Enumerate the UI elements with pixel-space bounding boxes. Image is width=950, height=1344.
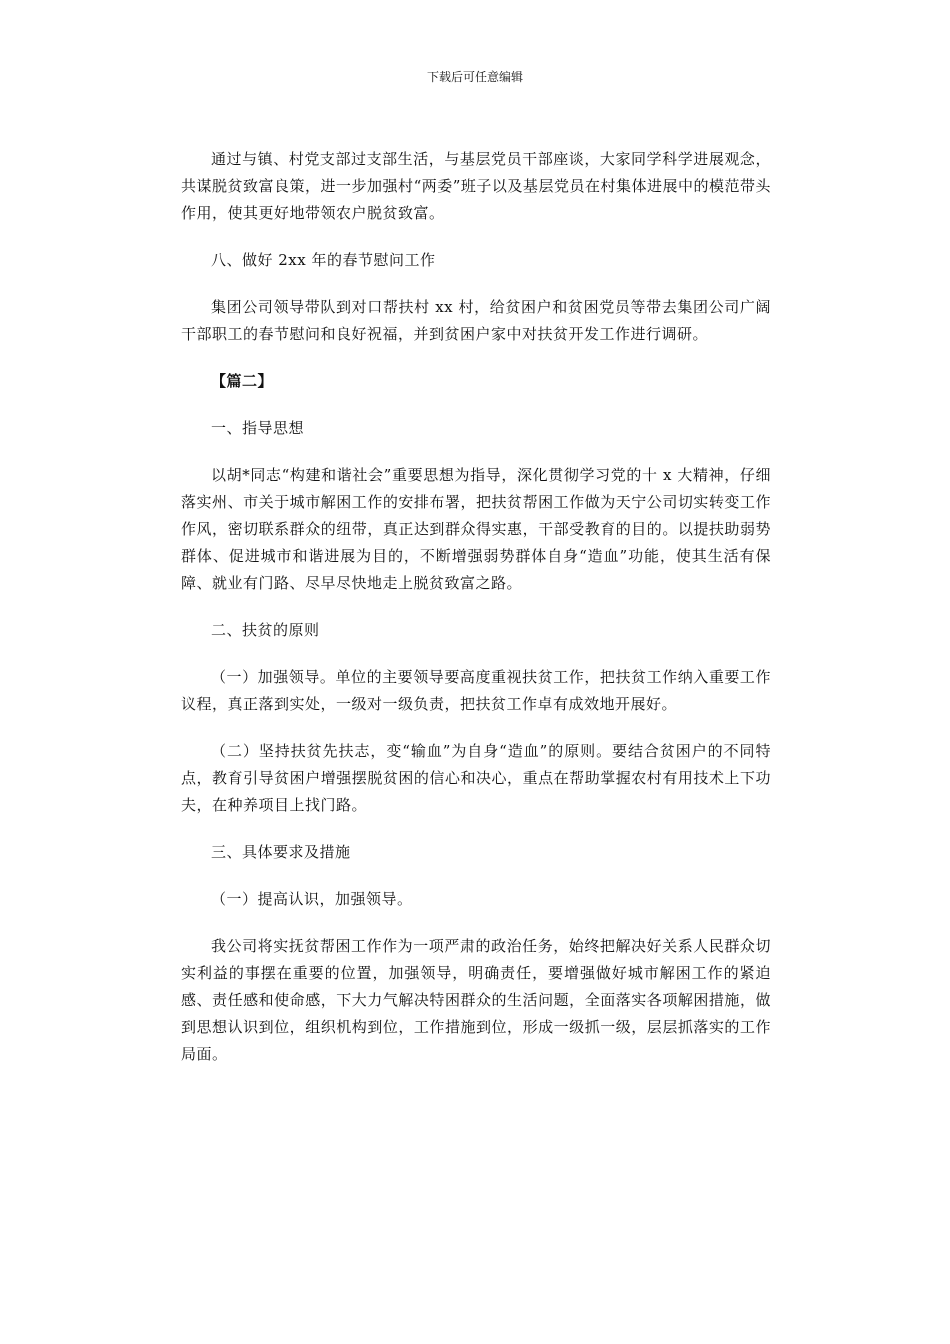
paragraph-principle-self-reliance: （二）坚持扶贫先扶志，变“输血”为自身“造血”的原则。要结合贫困户的不同特点，教育引导贫困户增强摆脱贫困的信心和决心，重点在帮助掌握农村有用技术上下功夫，在种养项目上找门路。 [181, 742, 771, 814]
heading-principles: 二、扶贫的原则 [211, 621, 320, 639]
heading-requirements: 三、具体要求及措施 [211, 843, 351, 861]
paragraph-party-branch: 通过与镇、村党支部过支部生活，与基层党员干部座谈，大家同学科学进展观念，共谋脱贫致富良策，进一步加强村“两委”班子以及基层党员在村集体进展中的模范带头作用，使其更好地带领农户脱贫致富。 [181, 150, 771, 222]
document-body [181, 146, 771, 1068]
paragraph-guiding-thought: 以胡*同志“构建和谐社会”重要思想为指导，深化贯彻学习党的十 x 大精神，仔细落实州、市关于城市解困工作的安排布署，把扶贫帮困工作做为天宁公司切实转变工作作风，密切联系群众的纽带，真正达到群众得实惠，干部受教育的目的。以提扶助弱势群体、促进城市和谐进展为目的，不断增强弱势群体自身“造血”功能，使其生活有保障、就业有门路、尽早尽快地走上脱贫致富之路。 [181, 466, 771, 592]
heading-guiding-thought: 一、指导思想 [211, 419, 305, 437]
subheading-awareness: （一）提高认识，加强领导。 [211, 890, 413, 908]
heading-spring-festival: 八、做好 2xx 年的春节慰问工作 [211, 251, 436, 269]
paragraph-awareness: 我公司将实抚贫帮困工作作为一项严肃的政治任务，始终把解决好关系人民群众切实利益的事摆在重要的位置，加强领导，明确责任，要增强做好城市解困工作的紧迫感、责任感和使命感，下大力气解决特困群众的生活问题，全面落实各项解困措施，做到思想认识到位，组织机构到位，工作措施到位，形成一级抓一级，层层抓落实的工作局面。 [181, 937, 771, 1063]
paragraph-principle-leadership: （一）加强领导。单位的主要领导要高度重视扶贫工作，把扶贫工作纳入重要工作议程，真正落到实处，一级对一级负责，把扶贫工作卓有成效地开展好。 [181, 668, 771, 713]
section-title-part-two: 【篇二】 [211, 372, 274, 390]
page-header: 下载后可任意编辑 [426, 70, 523, 84]
paragraph-spring-festival: 集团公司领导带队到对口帮扶村 xx 村，给贫困户和贫困党员等带去集团公司广阔干部职工的春节慰问和良好祝福，并到贫困户家中对扶贫开发工作进行调研。 [181, 298, 771, 343]
